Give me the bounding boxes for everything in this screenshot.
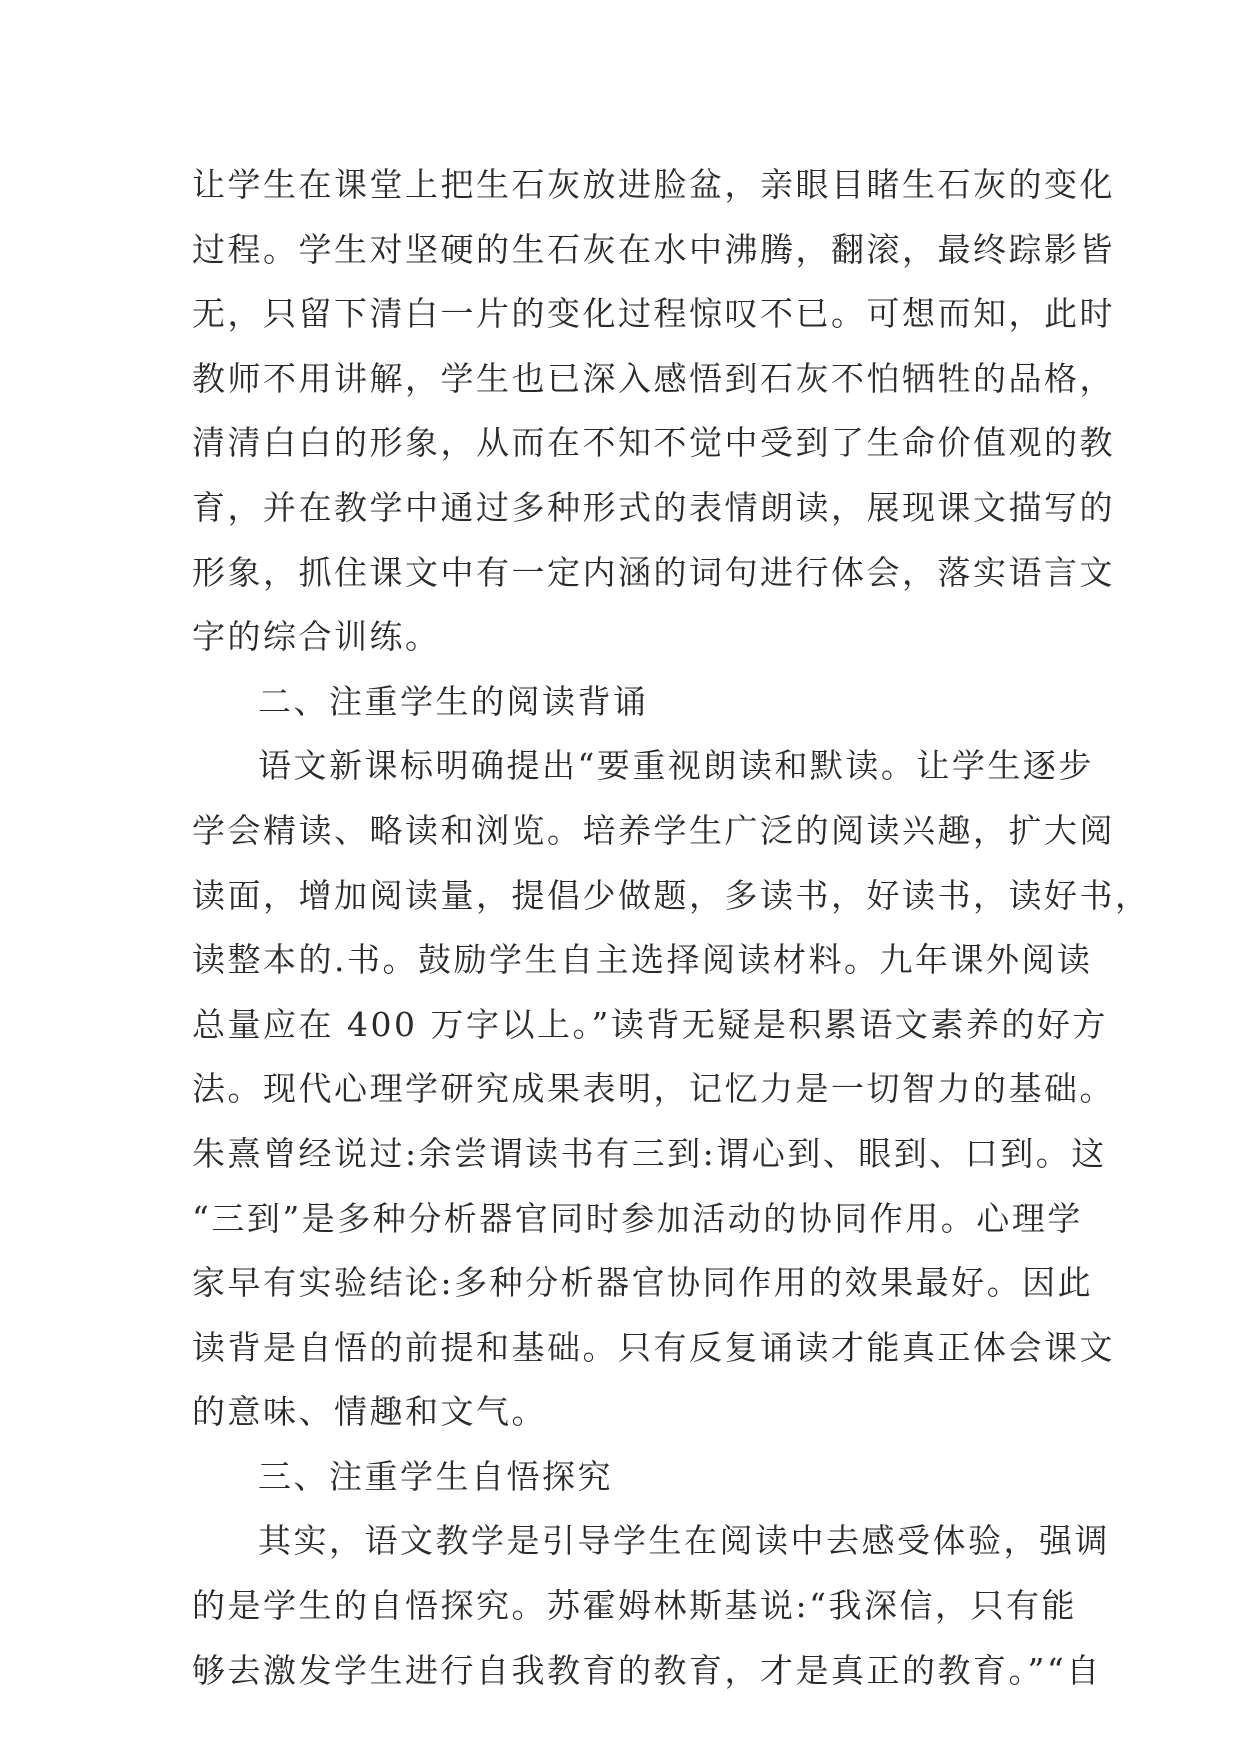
text-line: 的意味、情趣和文气。 <box>192 1392 547 1432</box>
text-line: 读面，增加阅读量，提倡少做题，多读书，好读书，读好书， <box>192 875 1151 915</box>
text-line: 读背是自悟的前提和基础。只有反复诵读才能真正体会课文 <box>192 1327 1115 1367</box>
text-line: 教师不用讲解，学生也已深入感悟到石灰不怕牺牲的品格， <box>192 358 1115 398</box>
text-line: 无，只留下清白一片的变化过程惊叹不已。可想而知，此时 <box>192 294 1115 334</box>
text-line: 育，并在教学中通过多种形式的表情朗读，展现课文描写的 <box>192 487 1115 527</box>
text-line: 让学生在课堂上把生石灰放进脸盆，亲眼目睹生石灰的变化 <box>192 165 1115 204</box>
document-body <box>192 153 1151 1703</box>
section-heading: 二、注重学生的阅读背诵 <box>258 681 649 721</box>
text-line: 形象，抓住课文中有一定内涵的词句进行体会，落实语言文 <box>192 552 1115 592</box>
text-line: 语文新课标明确提出“要重视朗读和默读。让学生逐步 <box>258 746 1094 786</box>
section-heading: 三、注重学生自悟探究 <box>258 1456 613 1496</box>
text-line: 朱熹曾经说过:余尝谓读书有三到:谓心到、眼到、口到。这 <box>192 1133 1107 1173</box>
text-line: 法。现代心理学研究成果表明，记忆力是一切智力的基础。 <box>192 1069 1115 1109</box>
text-line: “三到”是多种分析器官同时参加活动的协同作用。心理学 <box>192 1198 1083 1238</box>
text-line: 学会精读、略读和浏览。培养学生广泛的阅读兴趣，扩大阅 <box>192 810 1115 850</box>
text-line: 字的综合训练。 <box>192 617 441 657</box>
text-line: 的是学生的自悟探究。苏霍姆林斯基说:“我深信，只有能 <box>192 1586 1077 1626</box>
text-line: 家早有实验结论:多种分析器官协同作用的效果最好。因此 <box>192 1263 1094 1303</box>
text-line: 清清白白的形象，从而在不知不觉中受到了生命价值观的教 <box>192 423 1115 463</box>
text-line: 够去激发学生进行自我教育的教育，才是真正的教育。”“自 <box>192 1650 1102 1690</box>
text-line: 读整本的.书。鼓励学生自主选择阅读材料。九年课外阅读 <box>192 940 1093 980</box>
text-line: 其实，语文教学是引导学生在阅读中去感受体验，强调 <box>258 1521 1110 1561</box>
text-line: 过程。学生对坚硬的生石灰在水中沸腾，翻滚，最终踪影皆 <box>192 229 1115 269</box>
text-line: 总量应在 400 万字以上。”读背无疑是积累语文素养的好方 <box>192 1004 1108 1044</box>
